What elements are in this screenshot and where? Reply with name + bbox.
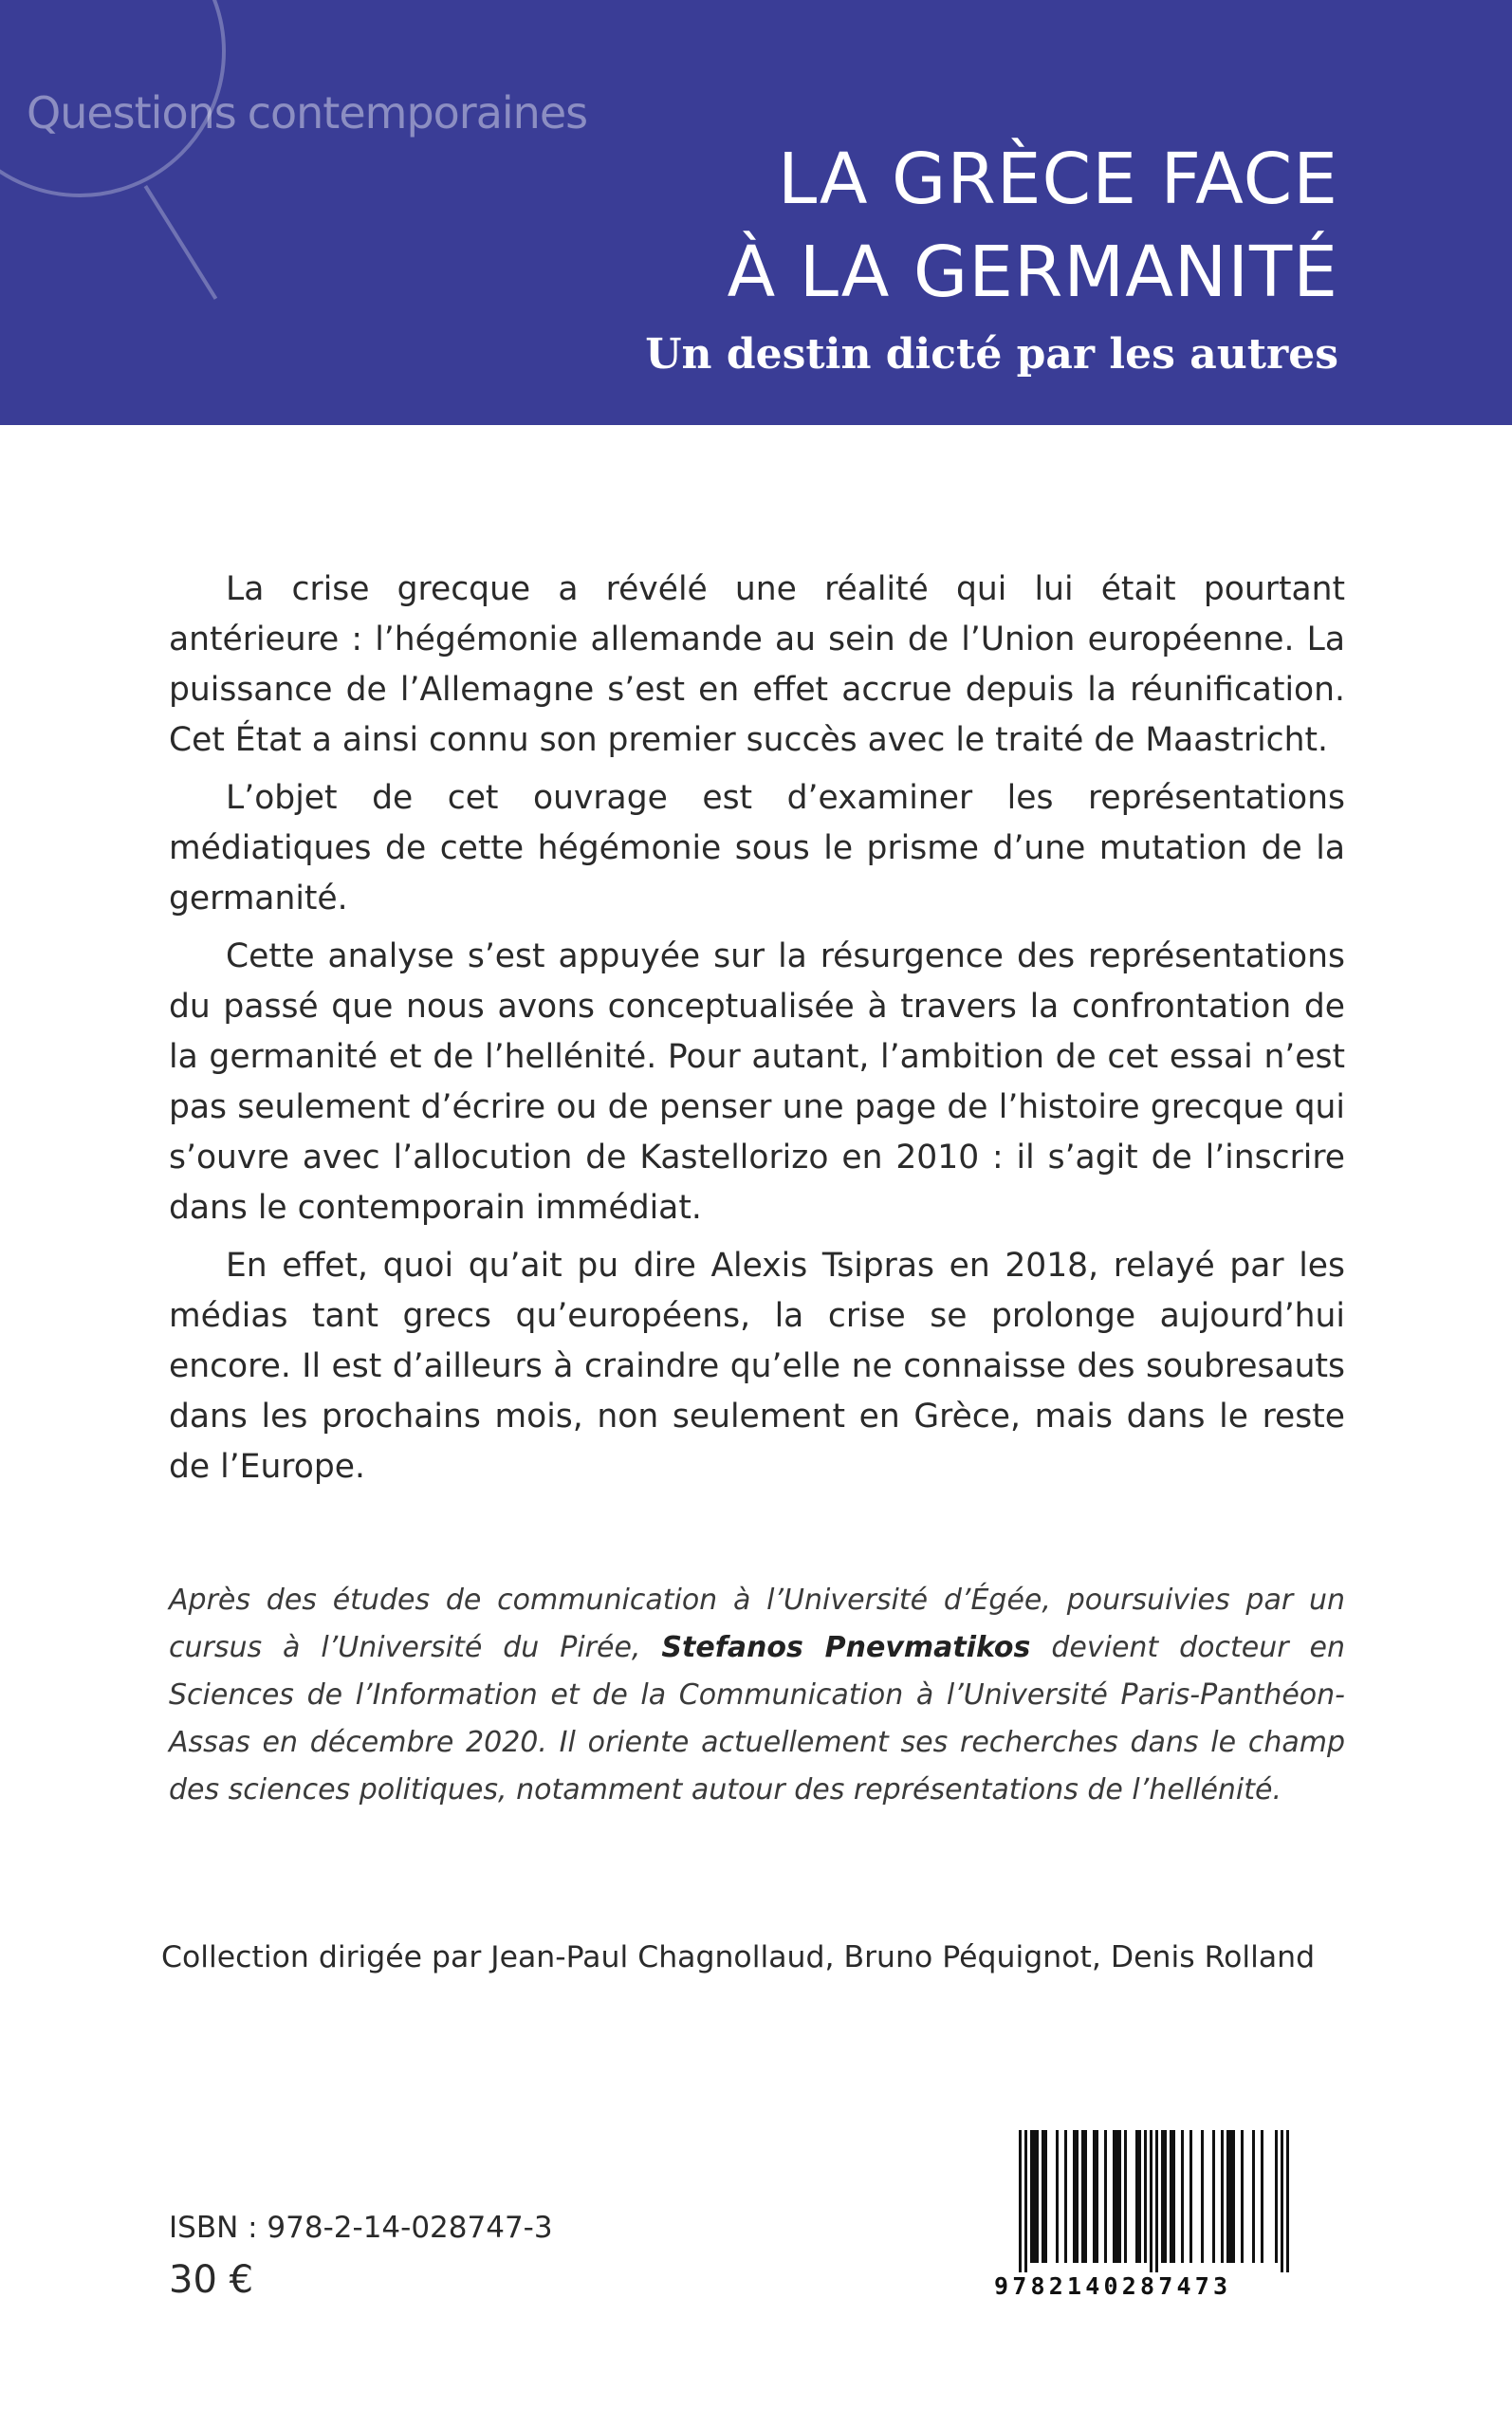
author-name: Stefanos Pnevmatikos xyxy=(661,1631,1031,1664)
cover-header-band xyxy=(0,0,1512,425)
author-bio xyxy=(169,1577,1345,1814)
barcode-bar xyxy=(1135,2130,1138,2263)
isbn-text: ISBN : 978-2-14-028747-3 xyxy=(169,2211,553,2245)
barcode-bar xyxy=(1116,2130,1118,2263)
barcode-bar xyxy=(1221,2130,1224,2263)
barcode-bar xyxy=(1138,2130,1141,2263)
barcode-bar xyxy=(1261,2130,1263,2263)
barcode-bar xyxy=(1150,2130,1152,2272)
series-word-questions: Questions xyxy=(27,87,236,139)
book-blurb xyxy=(169,565,1345,1500)
author-bio-rest: devient docteur en Sciences de l’Information et de la Communication à l’Université Paris-Panthéon-Assas en décembre 2020. Il oriente actuellement ses recherches dans le champ des sciences politiques, notamment autour des représentations de l’hellénité. xyxy=(169,1631,1345,1807)
collection-editors: Collection dirigée par Jean-Paul Chagnollaud, Bruno Péquignot, Denis Rolland xyxy=(161,1940,1316,1974)
barcode-bars xyxy=(996,2130,1320,2272)
barcode-bar xyxy=(1212,2130,1215,2263)
barcode-bar xyxy=(1019,2130,1022,2272)
barcode-digits: 9782140287473 xyxy=(994,2272,1232,2300)
barcode-bar xyxy=(1093,2130,1096,2263)
book-title-line-2: À LA GERMANITÉ xyxy=(727,232,1338,313)
barcode-bar xyxy=(1275,2130,1278,2263)
barcode-bar xyxy=(1124,2130,1127,2263)
barcode-bar xyxy=(1155,2130,1158,2272)
book-title-line-1: LA GRÈCE FACE xyxy=(777,139,1338,220)
price-text: 30 € xyxy=(169,2258,254,2302)
blurb-paragraph-2: L’objet de cet ouvrage est d’examiner les représentations médiatiques de cette hégémonie sous le prisme d’une mutation de la germanité. xyxy=(169,779,1345,917)
barcode-bar xyxy=(1036,2130,1039,2263)
barcode-bar xyxy=(1056,2130,1059,2263)
barcode-bar xyxy=(1161,2130,1164,2263)
series-name xyxy=(27,87,599,139)
barcode-bar xyxy=(1118,2130,1121,2263)
book-title xyxy=(728,133,1338,319)
barcode-bar xyxy=(1076,2130,1079,2263)
barcode-bar xyxy=(1181,2130,1184,2263)
barcode-bar xyxy=(1144,2130,1147,2263)
barcode-bar xyxy=(1024,2130,1027,2272)
series-word-contemporaines: contemporaines xyxy=(247,87,588,139)
barcode-bar xyxy=(1172,2130,1175,2263)
barcode-bar xyxy=(1084,2130,1087,2263)
barcode-bar xyxy=(1081,2130,1084,2263)
series-q-logo-tail xyxy=(144,185,218,300)
barcode-bar xyxy=(1033,2130,1036,2263)
barcode-bar xyxy=(1104,2130,1107,2263)
barcode-bar xyxy=(1286,2130,1289,2272)
author-bio-intro: Après des études de communication à l’Université d’Égée, poursuivies par un cursus à l’Université du Pirée, xyxy=(169,1584,1345,1664)
barcode-bar xyxy=(1281,2130,1283,2272)
blurb-paragraph-4: En effet, quoi qu’ait pu dire Alexis Tsipras en 2018, relayé par les médias tant grecs qu’européens, la crise se prolonge aujourd’hui encore. Il est d’ailleurs à craindre qu’elle ne connaisse des soubresauts dans les prochains mois, non seulement en Grèce, mais dans le reste de l’Europe. xyxy=(169,1247,1345,1486)
barcode-bar xyxy=(1113,2130,1116,2263)
barcode-bar xyxy=(1030,2130,1033,2263)
barcode-bar xyxy=(1064,2130,1067,2263)
barcode-bar xyxy=(1164,2130,1167,2263)
barcode-bar xyxy=(1229,2130,1232,2263)
barcode-bar xyxy=(1042,2130,1044,2263)
barcode-bar xyxy=(1241,2130,1244,2263)
blurb-paragraph-3: Cette analyse s’est appuyée sur la résurgence des représentations du passé que nous avons conceptualisée à travers la confrontation de la germanité et de l’hellénité. Pour autant, l’ambition de cet essai n’est pas seulement d’écrire ou de penser une page de l’histoire grecque qui s’ouvre avec l’allocution de Kastellorizo en 2010 : il s’agit de l’inscrire dans le contemporain immédiat. xyxy=(169,937,1345,1227)
barcode-bar xyxy=(1226,2130,1229,2263)
barcode-bar xyxy=(1044,2130,1047,2263)
book-subtitle: Un destin dicté par les autres xyxy=(645,330,1338,379)
blurb-paragraph-1: La crise grecque a révélé une réalité qui lui était pourtant antérieure : l’hégémonie allemande au sein de l’Union européenne. La puissance de l’Allemagne s’est en effet accrue depuis la réunification. Cet État a ainsi connu son premier succès avec le traité de Maastricht. xyxy=(169,570,1345,759)
barcode-bar xyxy=(1201,2130,1204,2263)
barcode-bar xyxy=(1232,2130,1235,2263)
barcode-bar xyxy=(1170,2130,1172,2263)
barcode-bar xyxy=(1073,2130,1076,2263)
barcode-bar xyxy=(1096,2130,1098,2263)
barcode-bar xyxy=(1252,2130,1255,2263)
barcode-bar xyxy=(1189,2130,1192,2263)
